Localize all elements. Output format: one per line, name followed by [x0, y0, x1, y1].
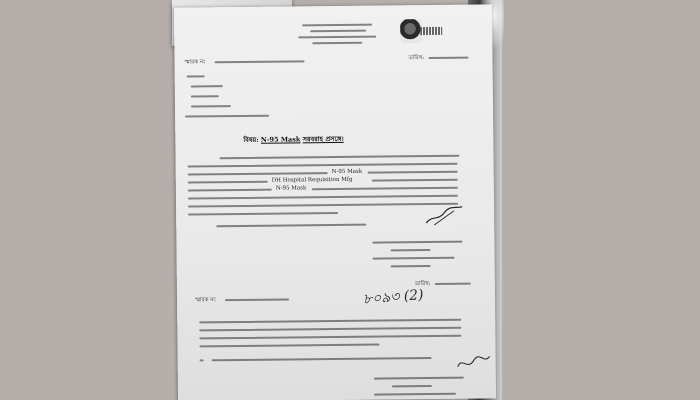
body-line [188, 172, 328, 175]
signatory-line [390, 249, 430, 251]
header-line [302, 24, 372, 26]
body-line [220, 155, 460, 159]
body-line [216, 224, 366, 227]
signatory-line [374, 393, 456, 395]
body-line [368, 171, 458, 173]
recipient-line [191, 85, 223, 87]
signatory-line [372, 241, 462, 243]
body-line [188, 163, 458, 167]
distribution-line [199, 319, 461, 323]
date-value [435, 283, 471, 285]
body-line [188, 212, 338, 215]
date-label: তারিখ: [408, 55, 425, 62]
bottom-signature-mark [456, 352, 492, 372]
header-line [298, 36, 376, 38]
letter-sheet [174, 4, 496, 400]
list-number [200, 359, 204, 361]
signatory-line [373, 257, 455, 259]
body-line [188, 189, 272, 191]
body-line [372, 179, 458, 181]
subject-line [243, 134, 344, 146]
memo-number [225, 298, 289, 300]
subject-label: বিষয়: [243, 135, 259, 144]
date-value [428, 57, 468, 59]
distribution-line [212, 357, 432, 361]
subject-rest: সরবরাহ প্রসঙ্গে। [302, 134, 344, 144]
body-latin-text: N-95 Mask [331, 168, 363, 176]
recipient-line [191, 95, 219, 97]
portrait-emblem [400, 19, 422, 43]
memo-number [215, 60, 305, 62]
emblem-text [420, 27, 442, 35]
body-line [188, 195, 458, 199]
recipient-line [185, 115, 269, 117]
distribution-line [199, 344, 379, 347]
signatory-line [374, 377, 464, 379]
distribution-line [199, 327, 461, 331]
signatory-line [391, 265, 431, 267]
distribution-line [199, 335, 461, 339]
signature-mark [424, 205, 464, 227]
body-latin-text: DH Hospital Requisition Mfg [271, 176, 353, 184]
body-latin-text: N-95 Mask [275, 185, 307, 192]
header-line [312, 42, 362, 44]
body-line [312, 187, 458, 190]
signatory-line [392, 385, 432, 387]
memo-prefix-2: স্মারক নং [194, 297, 216, 304]
header-line [310, 30, 366, 32]
handwritten-reference: ৮০৯৩ (2) [362, 286, 425, 308]
body-line [188, 181, 268, 183]
date-label-2: তারিখ: [414, 281, 431, 288]
body-line [188, 203, 458, 207]
recipient-line [191, 105, 231, 107]
subject-topic: N-95 Mask [260, 135, 301, 144]
recipient-line [187, 75, 205, 77]
memo-prefix: স্মারক নং [184, 59, 206, 66]
